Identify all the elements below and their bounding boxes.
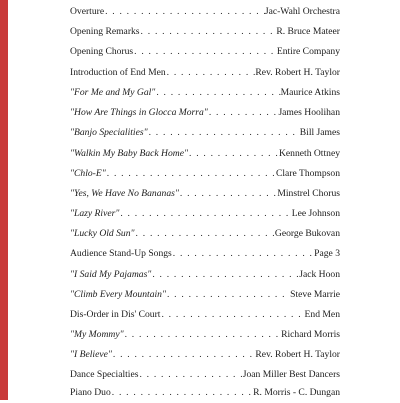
program-item-title: "For Me and My Gal" (70, 87, 156, 98)
program-item-title: Dis-Order in Dis' Court (70, 309, 161, 320)
dot-leader (124, 329, 282, 340)
program-row (70, 188, 340, 204)
program-item-performer: Minstrel Chorus (277, 188, 340, 199)
dot-leader (138, 369, 242, 380)
dot-leader (155, 87, 280, 98)
program-row (70, 168, 340, 184)
program-item-performer: End Men (304, 309, 340, 320)
program-item-performer: R. Morris - C. Dungan (253, 387, 340, 398)
red-page-border (0, 0, 8, 400)
dot-leader (112, 349, 256, 360)
program-item-performer: George Bukovan (274, 228, 340, 239)
dot-leader (119, 208, 291, 219)
program-row (70, 269, 340, 285)
program-item-performer: R. Bruce Mateer (276, 26, 340, 37)
program-item-performer: Maurice Atkins (280, 87, 340, 98)
program-item-performer: Entire Company (276, 46, 340, 57)
program-item-title: "How Are Things in Glocca Morra" (70, 107, 208, 118)
dot-leader (140, 26, 277, 37)
program-item-performer: Clare Thompson (275, 168, 340, 179)
program-item-title: "My Mommy" (70, 329, 124, 340)
program-item-title: "Walkin My Baby Back Home" (70, 148, 188, 159)
program-row (70, 387, 340, 403)
dot-leader (135, 228, 275, 239)
program-row (70, 329, 340, 345)
dot-leader (148, 127, 300, 138)
dot-leader (172, 248, 314, 259)
program-item-title: Opening Remarks (70, 26, 140, 37)
program-item-title: "Banjo Specialities" (70, 127, 148, 138)
program-list (70, 0, 340, 400)
dot-leader (106, 168, 276, 179)
dot-leader (166, 289, 290, 300)
program-row (70, 228, 340, 244)
program-item-performer: Lee Johnson (291, 208, 340, 219)
program-row (70, 309, 340, 325)
program-item-title: "I Believe" (70, 349, 112, 360)
dot-leader (188, 148, 279, 159)
program-row (70, 349, 340, 365)
program-item-title: Piano Duo (70, 387, 111, 398)
program-item-performer: Steve Marrie (290, 289, 340, 300)
program-item-title: "I Said My Pajamas" (70, 269, 152, 280)
program-item-title: Opening Chorus (70, 46, 134, 57)
program-item-title: Introduction of End Men (70, 67, 166, 78)
program-item-title: "Lucky Old Sun" (70, 228, 135, 239)
program-row (70, 67, 340, 83)
program-item-performer: Rev. Robert H. Taylor (255, 67, 340, 78)
program-item-performer: Jac-Wahl Orchestra (264, 6, 340, 17)
dot-leader (160, 309, 304, 320)
program-item-performer: James Hoolihan (278, 107, 340, 118)
dot-leader (133, 46, 277, 57)
program-row (70, 289, 340, 305)
program-row (70, 369, 340, 385)
program-item-title: "Climb Every Mountain" (70, 289, 166, 300)
program-row (70, 46, 340, 62)
dot-leader (104, 6, 265, 17)
dot-leader (166, 67, 256, 78)
program-item-title: "Yes, We Have No Bananas" (70, 188, 179, 199)
program-item-title: Overture (70, 6, 105, 17)
program-row (70, 87, 340, 103)
program-row (70, 248, 340, 264)
program-item-title: "Lazy River" (70, 208, 120, 219)
program-item-performer: Bill James (299, 127, 340, 138)
dot-leader (111, 387, 253, 398)
dot-leader (208, 107, 279, 118)
program-item-performer: Page 3 (314, 248, 340, 259)
program-row (70, 127, 340, 143)
program-row (70, 107, 340, 123)
program-item-title: "Chlo-E" (70, 168, 106, 179)
program-row (70, 208, 340, 224)
program-item-performer: Richard Morris (281, 329, 340, 340)
program-row (70, 148, 340, 164)
program-item-performer: Jack Hoon (299, 269, 340, 280)
program-item-performer: Joan Miller Best Dancers (242, 369, 340, 380)
program-item-performer: Rev. Robert H. Taylor (255, 349, 340, 360)
program-row (70, 6, 340, 22)
program-item-performer: Kenneth Ottney (278, 148, 340, 159)
dot-leader (151, 269, 299, 280)
dot-leader (179, 188, 277, 199)
program-row (70, 26, 340, 42)
program-item-title: Dance Specialties (70, 369, 139, 380)
program-item-title: Audience Stand-Up Songs (70, 248, 172, 259)
